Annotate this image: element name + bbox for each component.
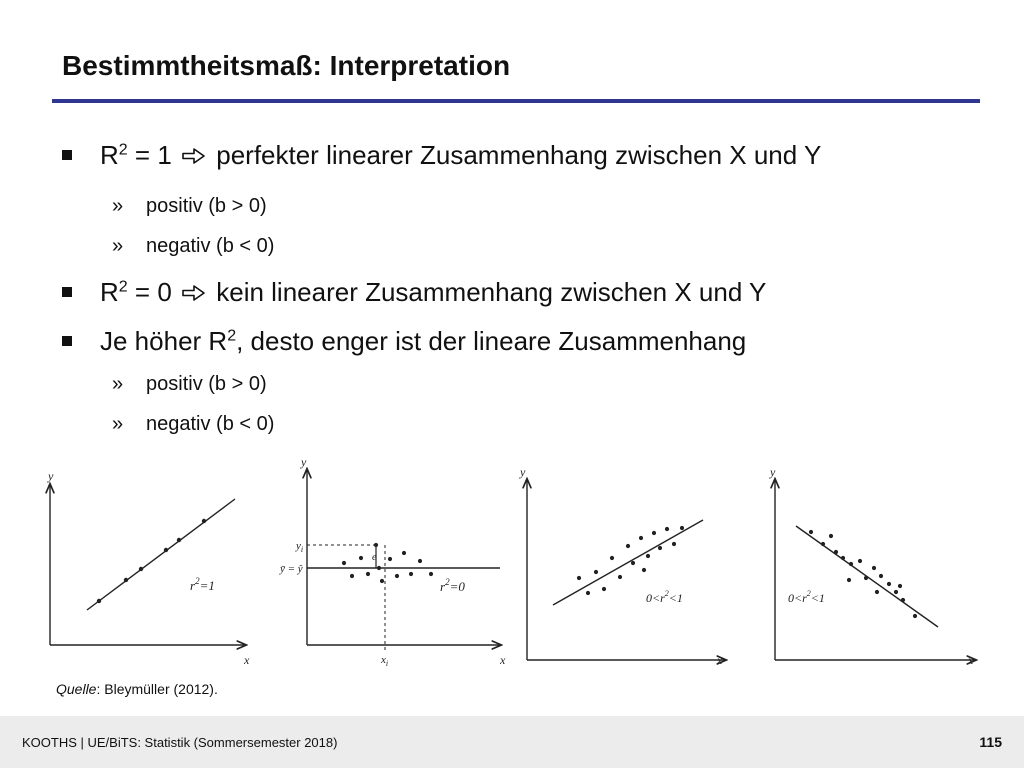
sub-bullet-marker: » <box>112 235 124 257</box>
data-point <box>680 526 684 530</box>
data-point <box>658 546 662 550</box>
sub-bullet-marker: » <box>112 373 124 395</box>
panel-negative-partial <box>769 465 975 667</box>
sub-bullet-text: positiv (b > 0) <box>146 373 267 395</box>
data-point <box>380 579 384 583</box>
r2-label: $r^2=1$ <box>190 576 215 593</box>
slide-title: Bestimmtheitsmaß: Interpretation <box>62 50 511 81</box>
data-point <box>631 561 635 565</box>
data-point <box>429 572 433 576</box>
panel-r2-equals-0 <box>279 455 506 668</box>
data-point <box>639 536 643 540</box>
yi-label: $y_i$ <box>296 540 304 554</box>
data-point <box>359 556 363 560</box>
data-point <box>646 554 650 558</box>
data-point <box>409 572 413 576</box>
panel-r2-equals-1 <box>47 469 250 667</box>
data-point <box>374 543 378 547</box>
data-point <box>894 590 898 594</box>
bullet-text-pre: R <box>100 140 119 170</box>
sub-bullet-marker: » <box>112 413 124 435</box>
data-point <box>388 557 392 561</box>
data-point <box>847 578 851 582</box>
data-point <box>821 542 825 546</box>
title-rule <box>52 99 980 103</box>
footer-bar <box>0 716 1024 768</box>
data-point <box>858 559 862 563</box>
data-point <box>577 576 581 580</box>
x-axis-label: x <box>717 653 723 667</box>
bullet-superscript: 2 <box>118 278 128 296</box>
data-point <box>139 567 143 571</box>
data-point <box>898 584 902 588</box>
data-point <box>418 559 422 563</box>
residual-e-label: e <box>372 552 377 563</box>
source-text: : Bleymüller (2012). <box>96 681 218 697</box>
bullet-text-pre: R <box>100 277 119 307</box>
data-point <box>626 544 630 548</box>
data-point <box>849 562 853 566</box>
sub-bullet-text: positiv (b > 0) <box>146 195 267 217</box>
scatter-figures <box>30 450 990 680</box>
bullet-text-post: kein linearer Zusammenhang zwischen X und Y <box>209 277 767 307</box>
data-point <box>841 556 845 560</box>
sub-bullet-text: negativ (b < 0) <box>146 235 275 257</box>
data-point <box>97 599 101 603</box>
sub-bullet-text: negativ (b < 0) <box>146 413 275 435</box>
data-point <box>366 572 370 576</box>
data-point <box>834 550 838 554</box>
data-point <box>887 582 891 586</box>
data-point <box>202 519 206 523</box>
data-point <box>652 531 656 535</box>
bullet-superscript: 2 <box>118 141 128 159</box>
data-point <box>402 551 406 555</box>
footer-course-info: KOOTHS | UE/BiTS: Statistik (Sommersemester 2018) <box>22 735 338 750</box>
y-axis-label: y <box>301 455 307 469</box>
data-point <box>618 575 622 579</box>
xi-label: $x_i$ <box>381 654 389 668</box>
bullet-text-mid: = 1 <box>127 140 180 170</box>
x-axis-label: x <box>244 653 250 667</box>
bullet-superscript: 2 <box>227 327 237 345</box>
arrow-right-icon <box>181 143 207 161</box>
data-point <box>586 591 590 595</box>
panel-positive-partial <box>519 465 725 667</box>
data-points <box>342 543 433 583</box>
bullet-text-mid: , desto enger ist der lineare Zusammenhang <box>236 326 747 356</box>
data-point <box>809 530 813 534</box>
y-axis-label: y <box>770 465 776 479</box>
page-number: 115 <box>979 734 1002 750</box>
scatter-figures-svg <box>30 450 990 680</box>
data-point <box>864 576 868 580</box>
x-axis-label: x <box>500 653 506 667</box>
square-bullet-icon <box>62 336 72 346</box>
data-point <box>642 568 646 572</box>
data-point <box>665 527 669 531</box>
data-point <box>872 566 876 570</box>
data-point <box>164 548 168 552</box>
data-point <box>602 587 606 591</box>
arrow-right-icon <box>181 280 207 298</box>
square-bullet-icon <box>62 150 72 160</box>
data-point <box>594 570 598 574</box>
regression-line <box>87 499 235 610</box>
x-axis-label: x <box>968 653 974 667</box>
r2-label: $r^2=0$ <box>440 577 465 594</box>
data-point <box>395 574 399 578</box>
data-point <box>342 561 346 565</box>
source-citation <box>56 681 218 697</box>
data-point <box>901 598 905 602</box>
data-point <box>377 566 381 570</box>
data-point <box>177 538 181 542</box>
data-point <box>879 574 883 578</box>
data-point <box>124 578 128 582</box>
y-axis-label: y <box>520 465 526 479</box>
square-bullet-icon <box>62 287 72 297</box>
data-point <box>672 542 676 546</box>
data-point <box>913 614 917 618</box>
bullet-text-post: perfekter linearer Zusammenhang zwischen X und Y <box>209 140 822 170</box>
data-point <box>610 556 614 560</box>
data-point <box>350 574 354 578</box>
bullet-text-mid: = 0 <box>127 277 180 307</box>
source-label: Quelle <box>56 681 97 697</box>
sub-bullet-marker: » <box>112 195 124 217</box>
ybar-label: ȳ = ŷ <box>280 563 303 575</box>
r2-label: $0<r^2<1$ <box>788 589 825 605</box>
bullet-text-pre: Je höher R <box>100 326 228 356</box>
data-point <box>829 534 833 538</box>
y-axis-label: y <box>48 469 54 483</box>
r2-label: $0<r^2<1$ <box>646 589 683 605</box>
data-point <box>875 590 879 594</box>
